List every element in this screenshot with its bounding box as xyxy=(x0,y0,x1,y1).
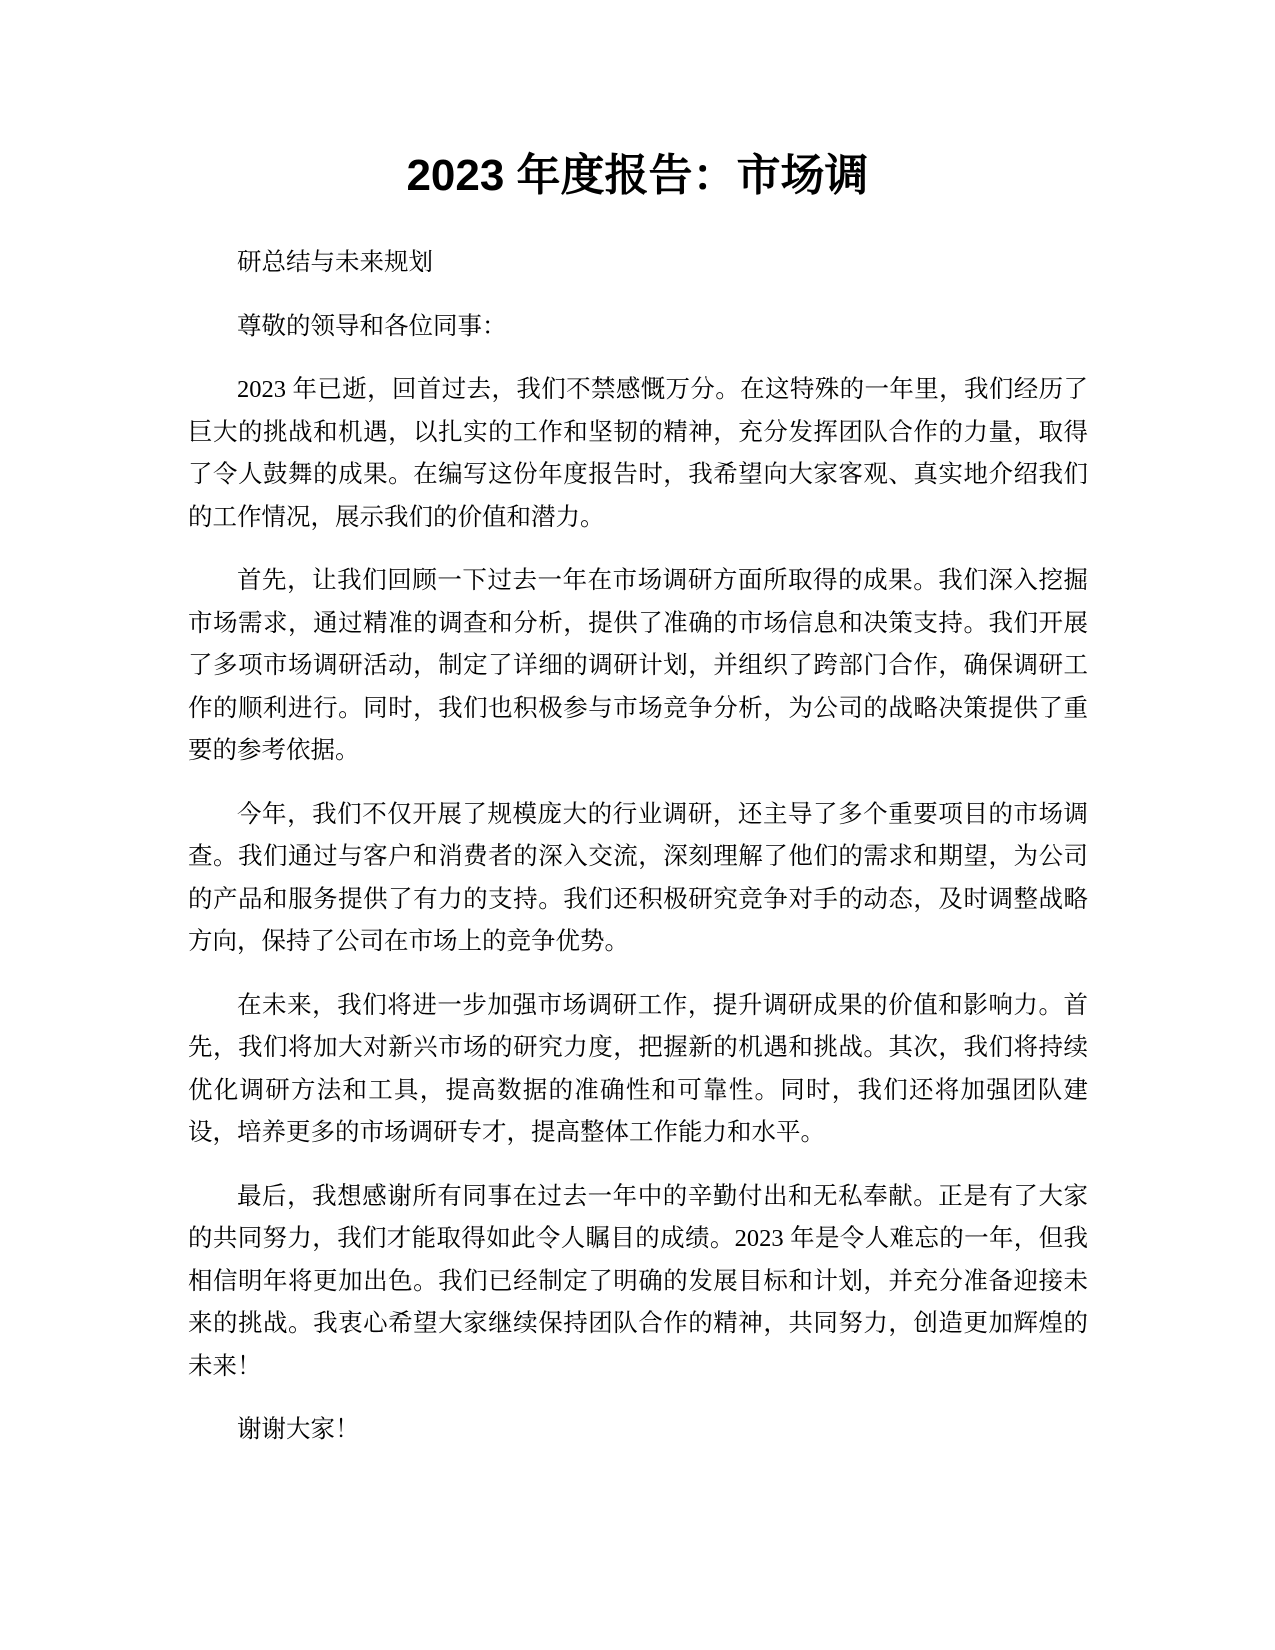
achievements-paragraph: 首先，让我们回顾一下过去一年在市场调研方面所取得的成果。我们深入挖掘市场需求，通过精准的调查和分析，提供了准确的市场信息和决策支持。我们开展了多项市场调研活动，制定了详细的调研计划，并组织了跨部门合作，确保调研工作的顺利进行。同时，我们也积极参与市场竞争分析，为公司的战略决策提供了重要的参考依据。 xyxy=(188,567,1088,764)
projects-paragraph: 今年，我们不仅开展了规模庞大的行业调研，还主导了多个重要项目的市场调查。我们通过与客户和消费者的深入交流，深刻理解了他们的需求和期望，为公司的产品和服务提供了有力的支持。我们还积极研究竞争对手的动态，及时调整战略方向，保持了公司在市场上的竞争优势。 xyxy=(188,800,1088,955)
document-body xyxy=(188,242,1088,1473)
document-title: 2023 年度报告：市场调 xyxy=(406,151,869,200)
salutation-paragraph: 尊敬的领导和各位同事： xyxy=(237,312,507,340)
thanks-paragraph: 谢谢大家！ xyxy=(237,1416,360,1443)
closing-paragraph: 最后，我想感谢所有同事在过去一年中的辛勤付出和无私奉献。正是有了大家的共同努力，我们才能取得如此令人瞩目的成绩。2023 年是令人难忘的一年，但我相信明年将更加出色。我们已经制定了明确的发展目标和计划，并充分准备迎接未来的挑战。我衷心希望大家继续保持团队合作的精神，共同努力，创造更加辉煌的未来！ xyxy=(188,1182,1088,1380)
future-plans-paragraph: 在未来，我们将进一步加强市场调研工作，提升调研成果的价值和影响力。首先，我们将加大对新兴市场的研究力度，把握新的机遇和挑战。其次，我们将持续优化调研方法和工具，提高数据的准确性和可靠性。同时，我们还将加强团队建设，培养更多的市场调研专才，提高整体工作能力和水平。 xyxy=(188,991,1088,1146)
subtitle-paragraph: 研总结与未来规划 xyxy=(237,249,433,276)
intro-paragraph: 2023 年已逝，回首过去，我们不禁感慨万分。在这特殊的一年里，我们经历了巨大的挑战和机遇，以扎实的工作和坚韧的精神，充分发挥团队合作的力量，取得了令人鼓舞的成果。在编写这份年度报告时，我希望向大家客观、真实地介绍我们的工作情况，展示我们的价值和潜力。 xyxy=(188,376,1088,531)
